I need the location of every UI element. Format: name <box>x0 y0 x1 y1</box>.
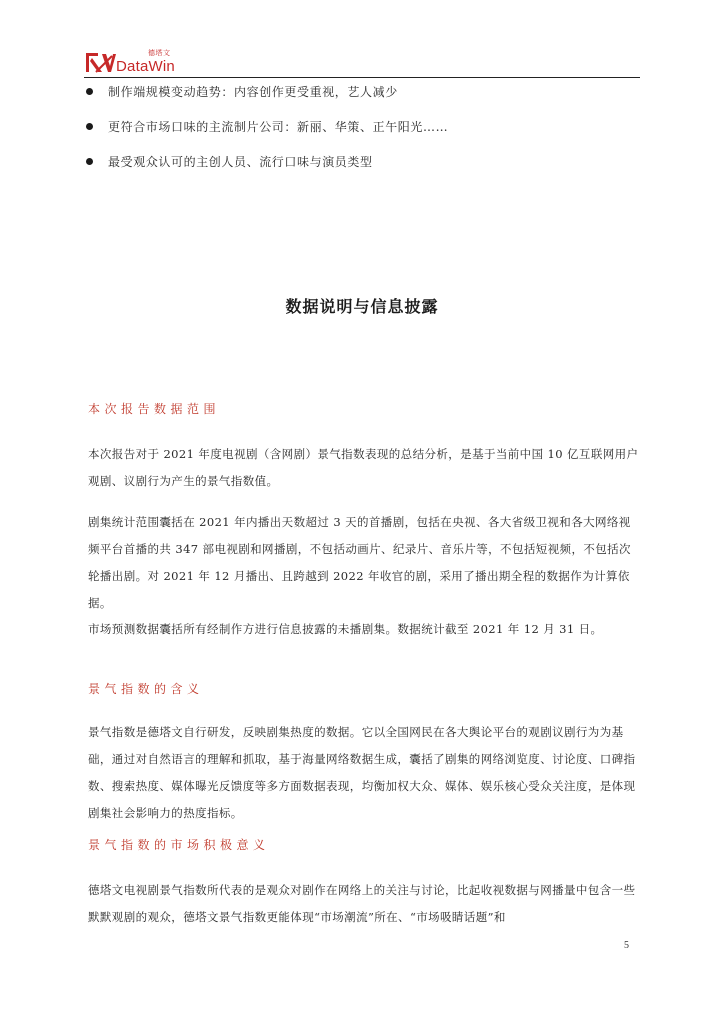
logo-chinese-text: 德塔文 <box>148 49 171 57</box>
paragraph-index-meaning: 景气指数是德塔文自行研发，反映剧集热度的数据。它以全国网民在各大舆论平台的观剧议剧行为为基础，通过对自然语言的理解和抓取，基于海量网络数据生成，囊括了剧集的网络浏览度、讨论度、口碑指数、搜索热度、媒体曝光反馈度等多方面数据表现，均衡加权大众、媒体、娱乐核心受众关注度，是体现剧集社会影响力的热度指标。 <box>88 725 636 820</box>
subheading-data-scope: 本次报告数据范围 <box>88 402 221 416</box>
datawin-logo-icon <box>84 50 116 76</box>
bullet-item <box>86 152 646 187</box>
paragraph-scope-3: 市场预测数据囊括所有经制作方进行信息披露的未播剧集。数据统计截至 2021 年 12 月 31 日。 <box>88 622 603 636</box>
bullet-text: 最受观众认可的主创人员、流行口味与演员类型 <box>108 155 373 169</box>
paragraph-market-significance: 德塔文电视剧景气指数所代表的是观众对剧作在网络上的关注与讨论，比起收视数据与网播量中包含一些默默观剧的观众，德塔文景气指数更能体现“市场潮流”所在、“市场吸睛话题”和 <box>88 883 636 924</box>
subheading-index-meaning: 景气指数的含义 <box>88 682 204 696</box>
summary-bullet-list <box>86 82 646 187</box>
bullet-icon <box>86 88 93 95</box>
bullet-text: 制作端规模变动趋势：内容创作更受重视，艺人减少 <box>108 85 398 99</box>
bullet-icon <box>86 123 93 130</box>
bullet-item <box>86 117 646 152</box>
paragraph-scope-1: 本次报告对于 2021 年度电视剧（含网剧）景气指数表现的总结分析，是基于当前中国 10 亿互联网用户观剧、议剧行为产生的景气指数值。 <box>88 447 639 488</box>
bullet-icon <box>86 158 93 165</box>
logo-english-text: DataWin <box>116 58 175 75</box>
datawin-logo <box>84 44 204 78</box>
section-title: 数据说明与信息披露 <box>285 297 439 316</box>
page-number: 5 <box>624 940 629 951</box>
bullet-item <box>86 82 646 117</box>
header-divider <box>84 77 640 78</box>
paragraph-scope-2: 剧集统计范围囊括在 2021 年内播出天数超过 3 天的首播剧，包括在央视、各大省级卫视和各大网络视频平台首播的共 347 部电视剧和网播剧，不包括动画片、纪录片、音乐片等，不包括短视频，不包括次轮播出剧。对 2021 年 12 月播出、且跨越到 2022 年收官的剧，采用了播出期全程的数据作为计算依据。 <box>88 515 631 610</box>
subheading-market-significance: 景气指数的市场积极意义 <box>88 838 270 852</box>
bullet-text: 更符合市场口味的主流制片公司：新丽、华策、正午阳光…… <box>108 120 449 134</box>
page-header <box>84 44 640 80</box>
